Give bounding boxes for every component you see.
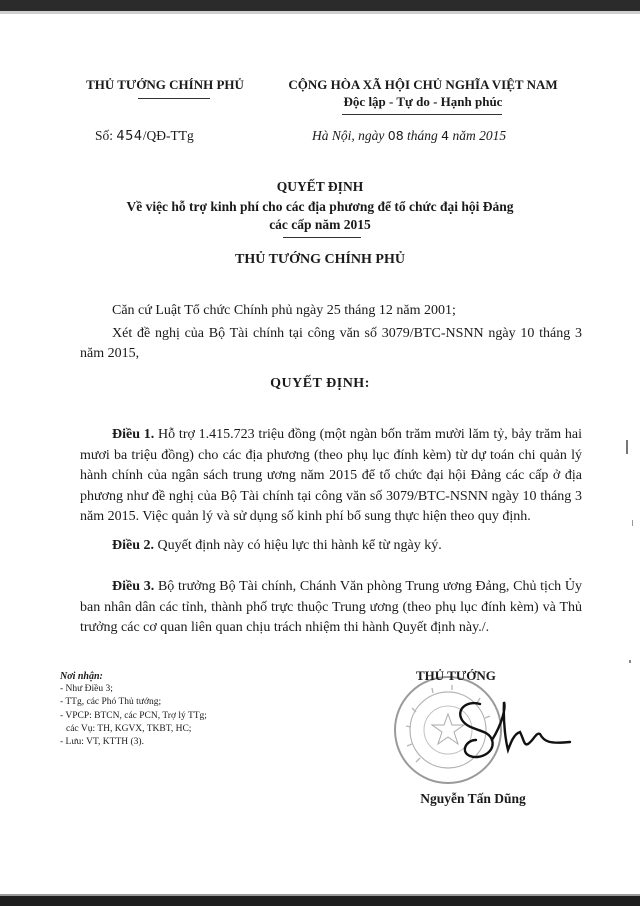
recipient-item: - Lưu: VT, KTTH (3). — [60, 737, 144, 748]
issuing-agency: THỦ TƯỚNG CHÍNH PHỦ — [86, 77, 244, 92]
recipients-heading: Nơi nhận: — [60, 671, 103, 682]
subject-line-2: các cấp năm 2015 — [269, 217, 371, 232]
date-month: 4 — [441, 128, 450, 143]
scan-bottom-edge — [0, 896, 640, 906]
recipient-item: - VPCP: BTCN, các PCN, Trợ lý TTg; — [60, 710, 207, 721]
date-year: năm 2015 — [449, 128, 507, 143]
article-3-text: Bộ trưởng Bộ Tài chính, Chánh Văn phòng Trung ương Đảng, Chủ tịch Ủy ban nhân dân các tỉnh, thành phố trực thuộc Trung ương (theo phụ lục đính kèm) và Thủ trưởng các cơ quan liên quan chịu trách nhiệm thi hành Quyết định này./. — [80, 579, 583, 635]
article-2-label: Điều 2. — [112, 538, 154, 553]
doc-number-handwritten: 454 — [116, 129, 143, 144]
recipient-item: - TTg, các Phó Thủ tướng; — [60, 697, 162, 708]
article-1-label: Điều 1. — [112, 427, 155, 442]
date-place: Hà Nội, ngày — [312, 128, 388, 143]
signature-title: THỦ TƯỚNG — [416, 668, 496, 683]
subject-line-1: Về việc hỗ trợ kinh phí cho các địa phương để tổ chức đại hội Đảng — [126, 199, 514, 214]
article-3-label: Điều 3. — [112, 579, 155, 594]
date-month-label: tháng — [403, 128, 442, 143]
decision-heading: QUYẾT ĐỊNH: — [270, 376, 370, 391]
date-day: 08 — [387, 128, 404, 143]
doc-number-prefix: Số: — [95, 128, 117, 143]
national-title: CỘNG HÒA XÃ HỘI CHỦ NGHĨA VIỆT NAM — [288, 77, 558, 92]
legal-basis-1: Căn cứ Luật Tổ chức Chính phủ ngày 25 tháng 12 năm 2001; — [112, 303, 456, 318]
issuer-heading: THỦ TƯỚNG CHÍNH PHỦ — [235, 252, 405, 267]
national-motto: Độc lập - Tự do - Hạnh phúc — [343, 94, 503, 109]
recipient-item: các Vụ: TH, KGVX, TKBT, HC; — [66, 723, 192, 734]
recipient-item: - Như Điều 3; — [60, 684, 113, 695]
legal-basis-2: Xét đề nghị của Bộ Tài chính tại công văn số 3079/BTC-NSNN ngày 10 tháng 3 năm 2015, — [80, 326, 582, 361]
doc-number-suffix: /QĐ-TTg — [142, 128, 194, 143]
article-2-text: Quyết định này có hiệu lực thi hành kể từ ngày ký. — [154, 538, 442, 553]
document-title: QUYẾT ĐỊNH — [276, 179, 364, 194]
article-1-text: Hỗ trợ 1.415.723 triệu đồng (một ngàn bốn trăm mười lăm tỷ, bảy trăm hai mươi ba triệu đồng) cho các địa phương (theo phụ lục đính kèm) từ dự toán chi quản lý hành chính của ngân sách trung ương năm 2015 để tổ chức đại hội Đảng các cấp ở địa phương như đề nghị của Bộ Tài chính tại công văn số 3079/BTC-NSNN ngày 10 tháng 3 năm 2015. Việc quản lý và sử dụng số kinh phí bổ sung thực hiện theo quy định. — [80, 427, 582, 524]
signer-name: Nguyễn Tấn Dũng — [420, 791, 526, 806]
